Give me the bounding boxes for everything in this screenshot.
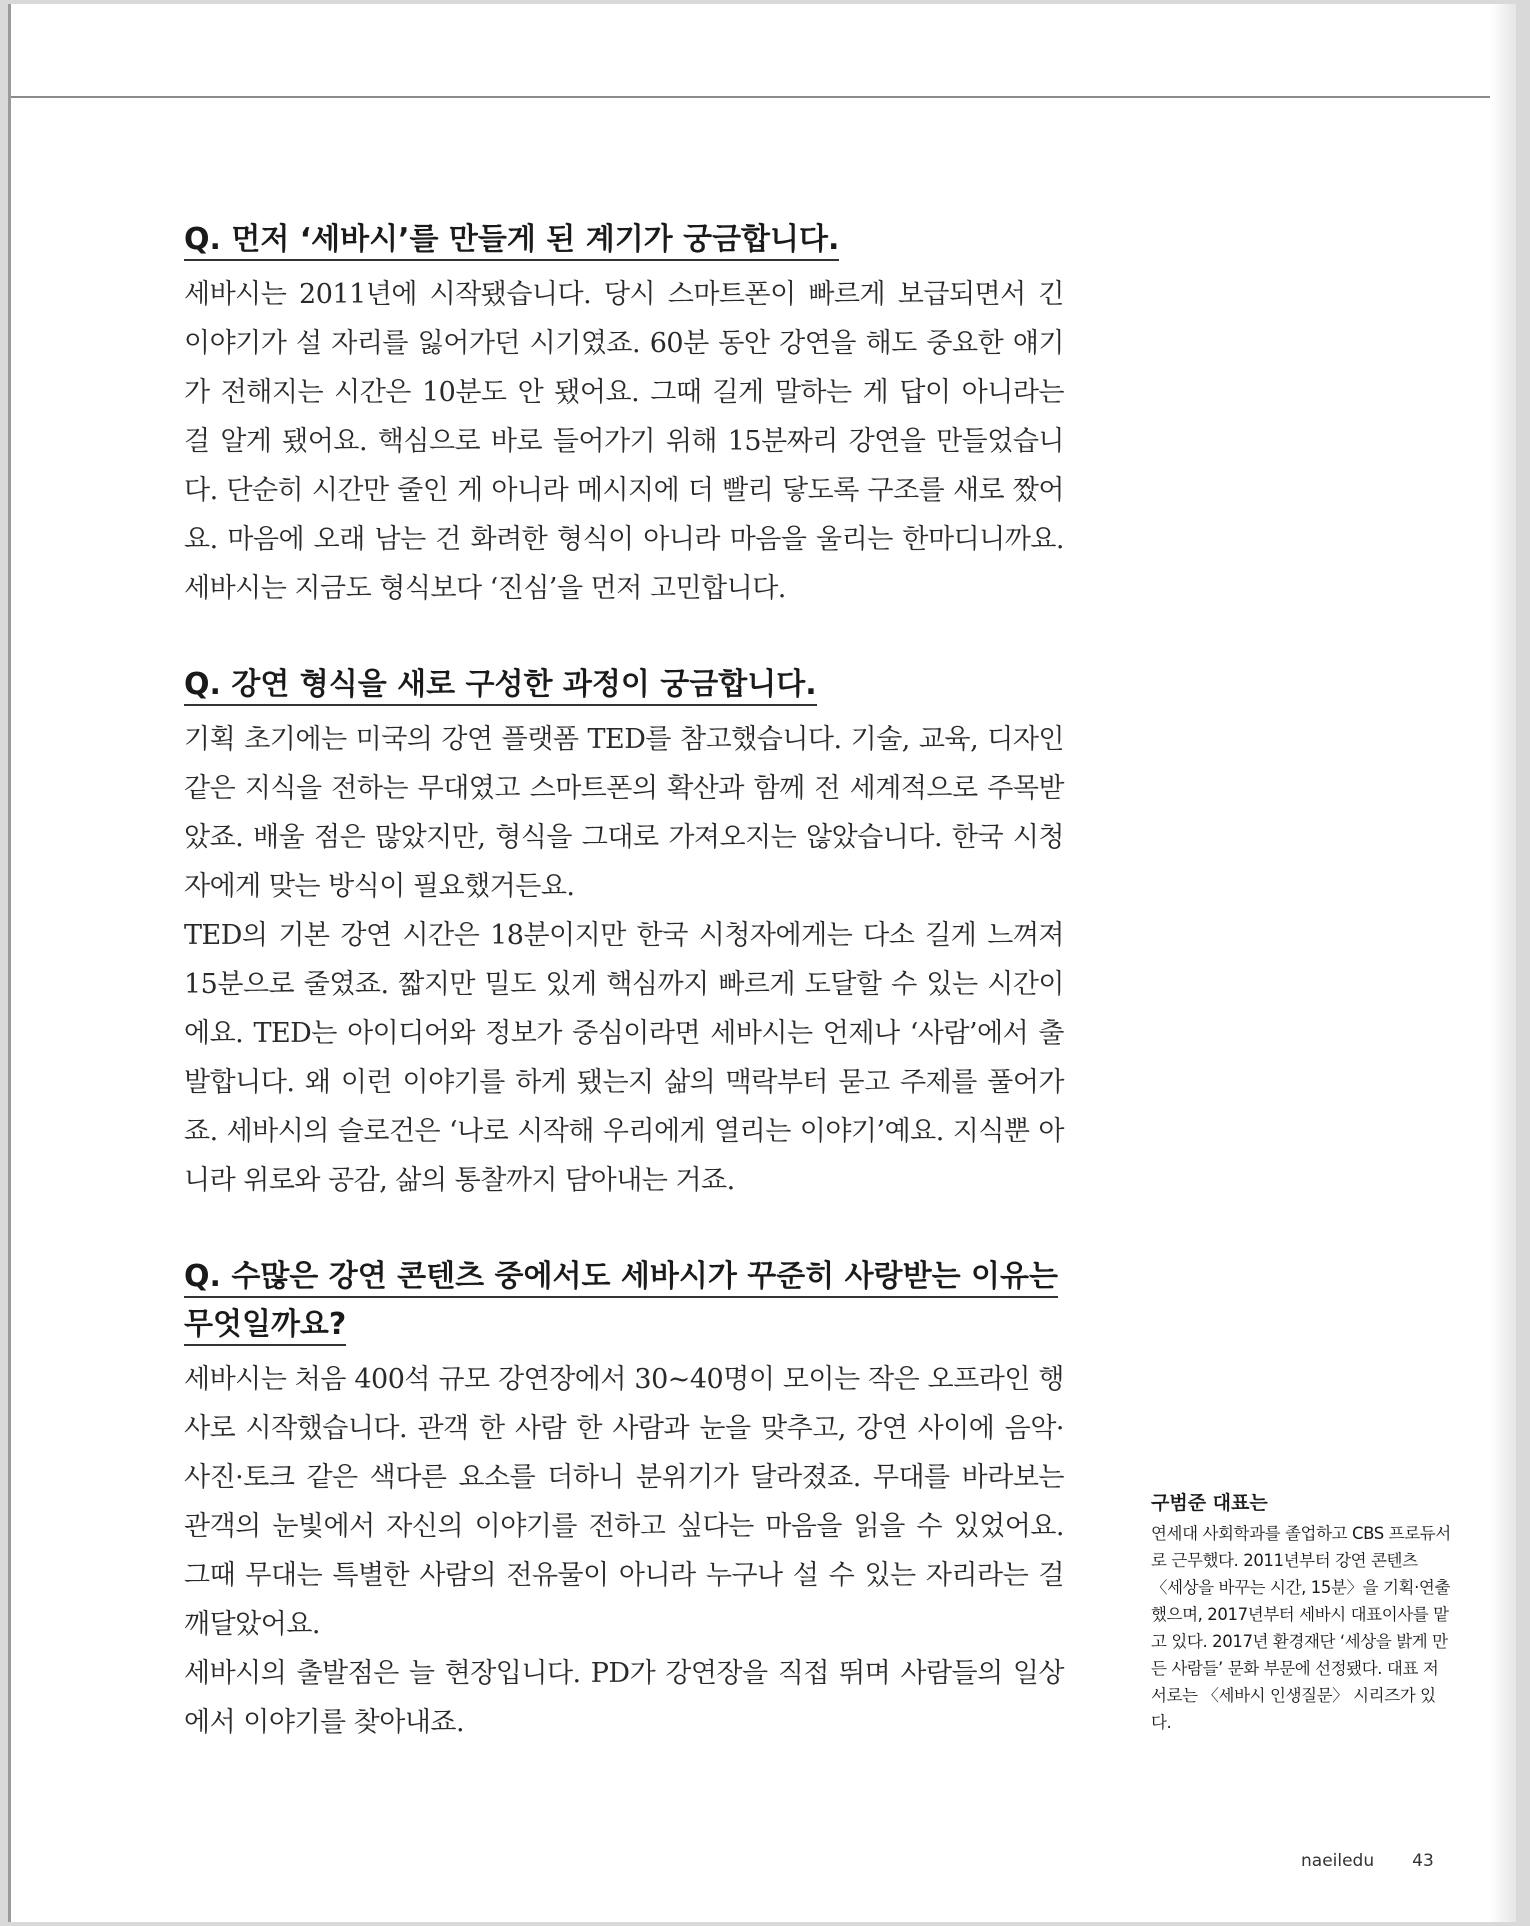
- qa-section-2: [184, 661, 1064, 1205]
- page-gutter-shadow: [1490, 4, 1516, 1922]
- header-rule: [11, 96, 1516, 98]
- question-heading: Q. 수많은 강연 콘텐츠 중에서도 세바시가 꾸준히 사랑받는 이유는 무엇일까요?: [184, 1253, 1064, 1349]
- answer-paragraph: 세바시는 처음 400석 규모 강연장에서 30~40명이 모이는 작은 오프라인 행사로 시작했습니다. 관객 한 사람 한 사람과 눈을 맞추고, 강연 사이에 음악·사진·토크 같은 색다른 요소를 더하니 분위기가 달라졌죠. 무대를 바라보는 관객의 눈빛에서 자신의 이야기를 전하고 싶다는 마음을 읽을 수 있었어요. 그때 무대는 특별한 사람의 전유물이 아니라 누구나 설 수 있는 자리라는 걸 깨달았어요.: [184, 1364, 1064, 1640]
- profile-sidebar: [1151, 1488, 1451, 1736]
- magazine-page: [8, 4, 1516, 1922]
- profile-title: 구범준 대표는: [1151, 1492, 1268, 1514]
- question-heading: Q. 먼저 ‘세바시’를 만들게 된 계기가 궁금합니다.: [184, 216, 1064, 264]
- magazine-name: naeiledu: [1301, 1851, 1375, 1871]
- answer-paragraph: 세바시의 출발점은 늘 현장입니다. PD가 강연장을 직접 뛰며 사람들의 일상에서 이야기를 찾아내죠.: [184, 1658, 1064, 1738]
- answer-paragraph: TED의 기본 강연 시간은 18분이지만 한국 시청자에게는 다소 길게 느껴져 15분으로 줄였죠. 짧지만 밀도 있게 핵심까지 빠르게 도달할 수 있는 시간이에요. TED는 아이디어와 정보가 중심이라면 세바시는 언제나 ‘사람’에서 출발합니다. 왜 이런 이야기를 하게 됐는지 삶의 맥락부터 묻고 주제를 풀어가죠. 세바시의 슬로건은 ‘나로 시작해 우리에게 열리는 이야기’예요. 지식뿐 아니라 위로와 공감, 삶의 통찰까지 담아내는 거죠.: [184, 920, 1064, 1196]
- page-footer: [1301, 1851, 1434, 1871]
- answer-paragraph: 기획 초기에는 미국의 강연 플랫폼 TED를 참고했습니다. 기술, 교육, 디자인 같은 지식을 전하는 무대였고 스마트폰의 확산과 함께 전 세계적으로 주목받았죠. 배울 점은 많았지만, 형식을 그대로 가져오지는 않았습니다. 한국 시청자에게 맞는 방식이 필요했거든요.: [184, 724, 1064, 902]
- qa-section-1: [184, 216, 1064, 613]
- page-number: 43: [1412, 1851, 1434, 1871]
- answer-paragraph: 세바시는 2011년에 시작됐습니다. 당시 스마트폰이 빠르게 보급되면서 긴 이야기가 설 자리를 잃어가던 시기였죠. 60분 동안 강연을 해도 중요한 얘기가 전해지는 시간은 10분도 안 됐어요. 그때 길게 말하는 게 답이 아니라는 걸 알게 됐어요. 핵심으로 바로 들어가기 위해 15분짜리 강연을 만들었습니다. 단순히 시간만 줄인 게 아니라 메시지에 더 빨리 닿도록 구조를 새로 짰어요. 마음에 오래 남는 건 화려한 형식이 아니라 마음을 울리는 한마디니까요. 세바시는 지금도 형식보다 ‘진심’을 먼저 고민합니다.: [184, 279, 1064, 604]
- qa-section-3: [184, 1253, 1064, 1747]
- question-heading: Q. 강연 형식을 새로 구성한 과정이 궁금합니다.: [184, 661, 1064, 709]
- profile-bio: 연세대 사회학과를 졸업하고 CBS 프로듀서로 근무했다. 2011년부터 강연 콘텐츠 〈세상을 바꾸는 시간, 15분〉을 기획·연출했으며, 2017년부터 세바시 대표이사를 맡고 있다. 2017년 환경재단 ‘세상을 밝게 만든 사람들’ 문화 부문에 선정됐다. 대표 저서로는 〈세바시 인생질문〉 시리즈가 있다.: [1151, 1524, 1451, 1732]
- interview-article: [184, 216, 1064, 1795]
